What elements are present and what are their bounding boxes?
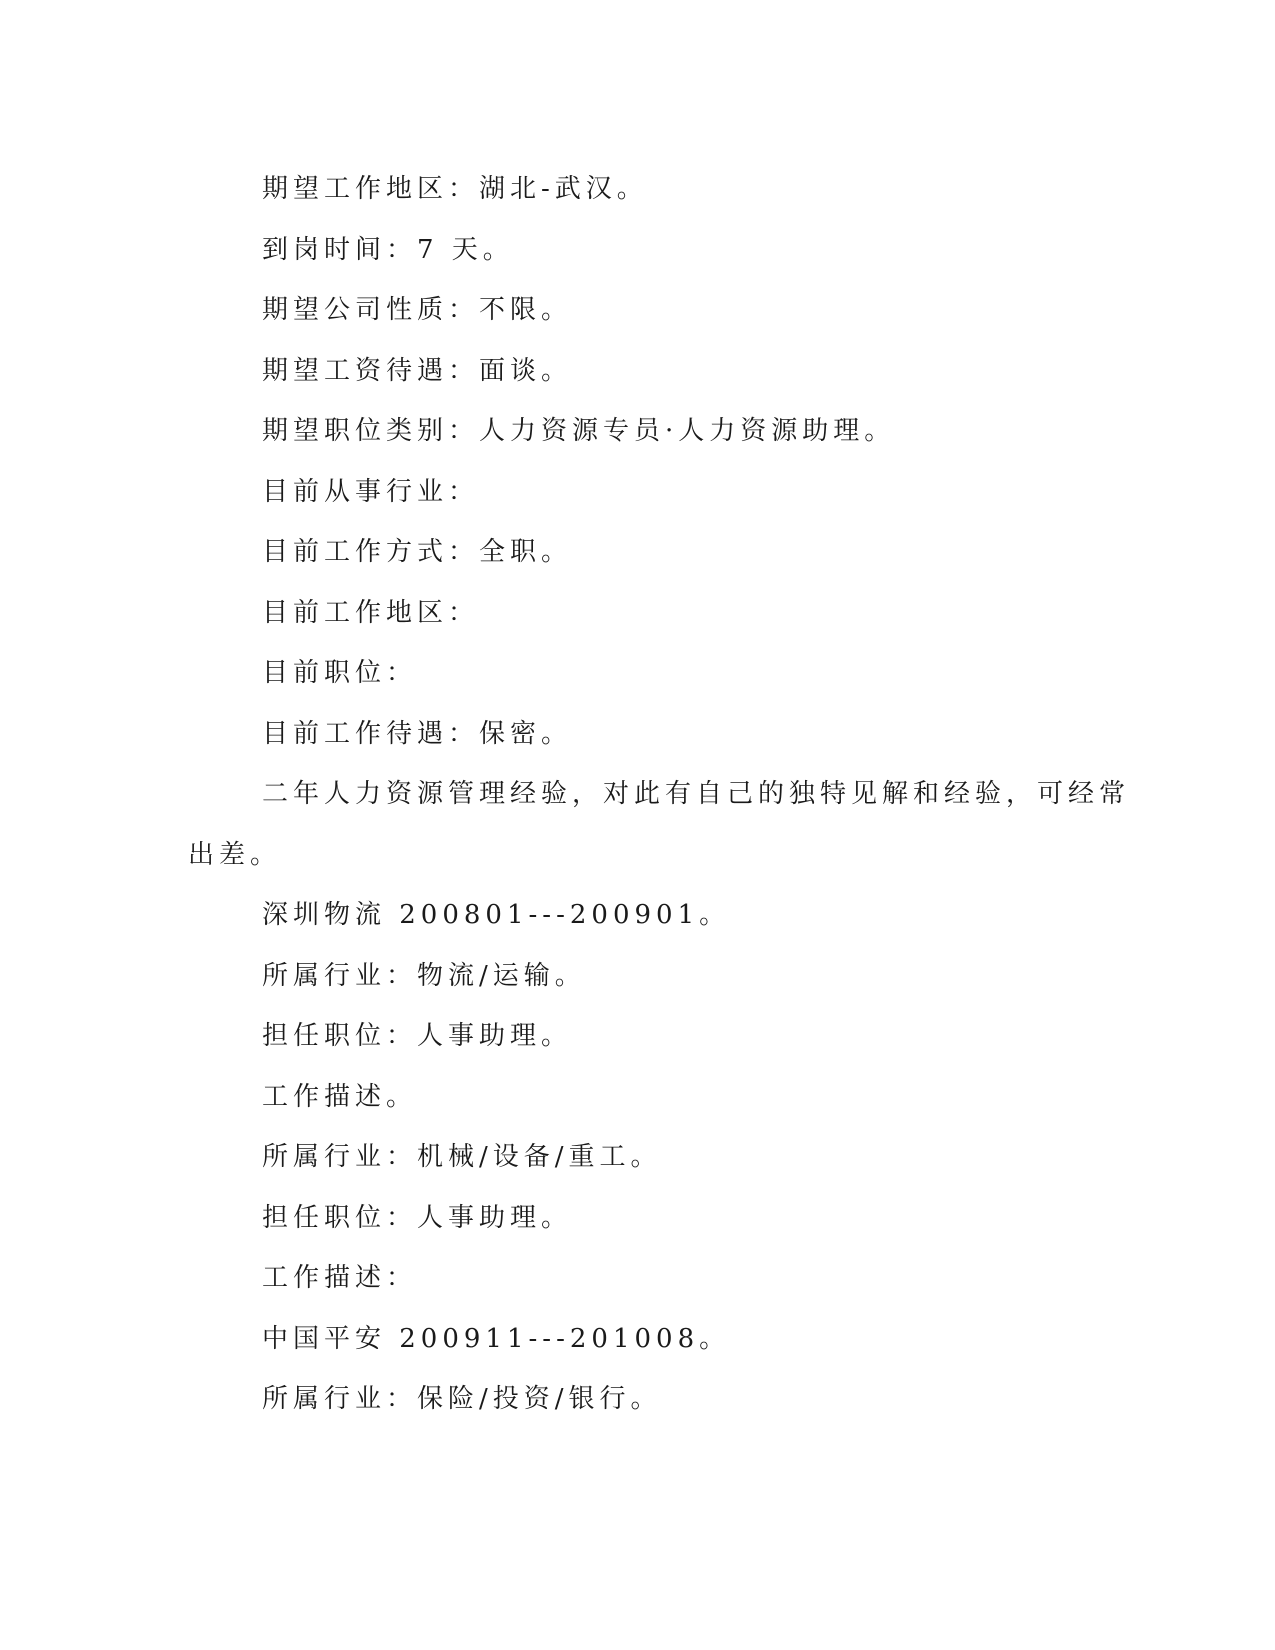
paragraph-current-salary: 目前工作待遇：保密。 <box>262 719 573 749</box>
paragraph-experience-summary-continued: 出差。 <box>188 840 282 870</box>
paragraph-expected-company-type: 期望公司性质：不限。 <box>262 295 573 325</box>
paragraph-expected-work-area: 期望工作地区：湖北-武汉。 <box>262 174 648 204</box>
paragraph-job-description-2: 工作描述： <box>262 1263 418 1293</box>
paragraph-employer-shenzhen-logistics: 深圳物流 200801---200901。 <box>262 900 731 930</box>
paragraph-current-industry: 目前从事行业： <box>262 477 480 507</box>
paragraph-expected-position-category: 期望职位类别：人力资源专员·人力资源助理。 <box>262 416 896 446</box>
paragraph-job-description-1: 工作描述。 <box>262 1082 418 1112</box>
paragraph-current-work-area: 目前工作地区： <box>262 598 480 628</box>
paragraph-expected-salary: 期望工资待遇：面谈。 <box>262 356 573 386</box>
paragraph-industry-machinery: 所属行业：机械/设备/重工。 <box>262 1142 662 1172</box>
paragraph-arrival-time: 到岗时间：7 天。 <box>262 235 514 265</box>
paragraph-position-hr-assistant-1: 担任职位：人事助理。 <box>262 1021 573 1051</box>
paragraph-current-work-mode: 目前工作方式：全职。 <box>262 537 573 567</box>
paragraph-industry-logistics: 所属行业：物流/运输。 <box>262 961 586 991</box>
paragraph-employer-ping-an: 中国平安 200911---201008。 <box>262 1324 731 1354</box>
paragraph-experience-summary: 二年人力资源管理经验，对此有自己的独特见解和经验，可经常 <box>262 779 1131 809</box>
paragraph-industry-insurance: 所属行业：保险/投资/银行。 <box>262 1384 662 1414</box>
paragraph-position-hr-assistant-2: 担任职位：人事助理。 <box>262 1203 573 1233</box>
paragraph-current-position: 目前职位： <box>262 658 418 688</box>
